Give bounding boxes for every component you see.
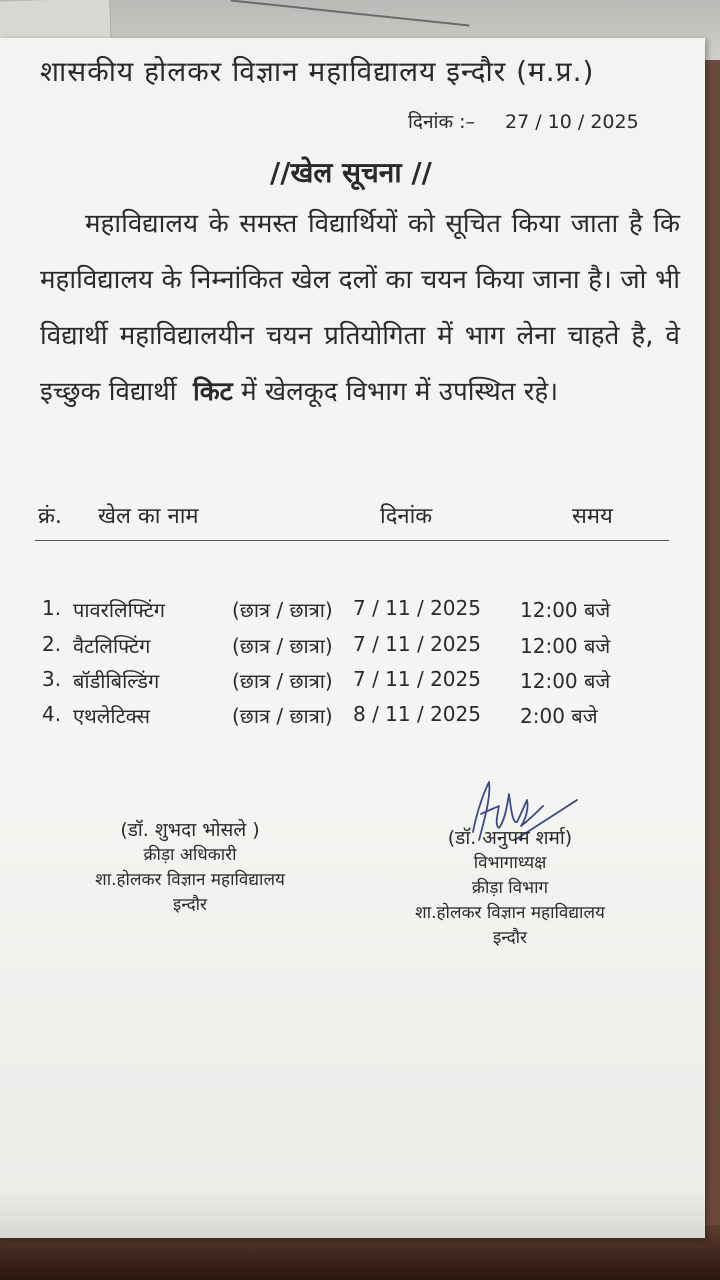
sport-time: 12:00 बजे (520, 634, 611, 658)
sport-name: वैटलिफ्टिंग (73, 634, 151, 658)
sport-name: पावरलिफ्टिंग (73, 598, 166, 622)
sport-category: (छात्र / छात्रा) (232, 634, 333, 658)
signatory-institution: शा.होलकर विज्ञान महाविद्यालय (415, 903, 605, 923)
table-row (0, 632, 705, 664)
sport-date: 7 / 11 / 2025 (353, 632, 481, 656)
signatory-designation: विभागाध्यक्ष (473, 853, 547, 873)
sport-time: 2:00 बजे (520, 704, 598, 728)
paper-shadow (0, 1190, 705, 1238)
notice-date (408, 108, 639, 134)
column-header-name: खेल का नाम (98, 504, 199, 529)
sport-date: 7 / 11 / 2025 (353, 667, 481, 691)
table-row (0, 667, 705, 699)
sport-name: बॉडीबिल्डिंग (73, 669, 160, 693)
row-number: 1. (42, 596, 62, 620)
signatory-name: (डॉ. शुभदा भोसले ) (120, 819, 260, 841)
sport-date: 8 / 11 / 2025 (353, 702, 481, 726)
notice-heading: //खेल सूचना // (270, 156, 432, 189)
table-row (0, 596, 705, 628)
signatory-department: क्रीड़ा विभाग (471, 878, 549, 898)
sport-time: 12:00 बजे (520, 598, 611, 622)
sport-time: 12:00 बजे (520, 669, 611, 693)
column-header-date: दिनांक (380, 504, 433, 529)
notice-body-text: महाविद्यालय के समस्त विद्यार्थियों को सूचित किया जाता है कि महाविद्यालय के निम्नांकित खेल दलों का चयन किया जाना है। जो भी विद्यार्थी महाविद्यालयीन चयन प्रतियोगिता में भाग लेना चाहते है, वे इच्छुक विद्यार्थी (40, 209, 680, 407)
table-divider (35, 540, 669, 541)
sport-category: (छात्र / छात्रा) (232, 598, 333, 622)
row-number: 3. (42, 667, 62, 691)
college-title: शासकीय होलकर विज्ञान महाविद्यालय इन्दौर (म.प्र.) (40, 55, 595, 88)
table-row (0, 702, 705, 734)
sport-date: 7 / 11 / 2025 (353, 596, 481, 620)
column-header-sno: क्रं. (38, 504, 62, 529)
signatory-left (60, 818, 320, 918)
signatory-institution: शा.होलकर विज्ञान महाविद्यालय (95, 870, 285, 890)
sport-category: (छात्र / छात्रा) (232, 704, 333, 728)
column-header-time: समय (572, 504, 613, 529)
row-number: 4. (42, 702, 62, 726)
sport-name: एथलेटिक्स (73, 704, 150, 728)
notice-body-bold: किट (192, 377, 233, 407)
signatory-city: इन्दौर (173, 895, 207, 915)
row-number: 2. (42, 632, 62, 656)
signatory-designation: क्रीड़ा अधिकारी (143, 845, 237, 865)
sport-category: (छात्र / छात्रा) (232, 669, 333, 693)
signatory-right (385, 826, 635, 951)
date-label: दिनांक :– (408, 111, 476, 133)
date-value: 27 / 10 / 2025 (505, 111, 639, 133)
signatory-city: इन्दौर (493, 928, 527, 948)
notice-body-text-end: में खेलकूद विभाग में उपस्थित रहे। (241, 377, 559, 407)
signatory-name: (डॉ. अनुपम शर्मा) (447, 827, 573, 849)
notice-body (40, 196, 680, 420)
